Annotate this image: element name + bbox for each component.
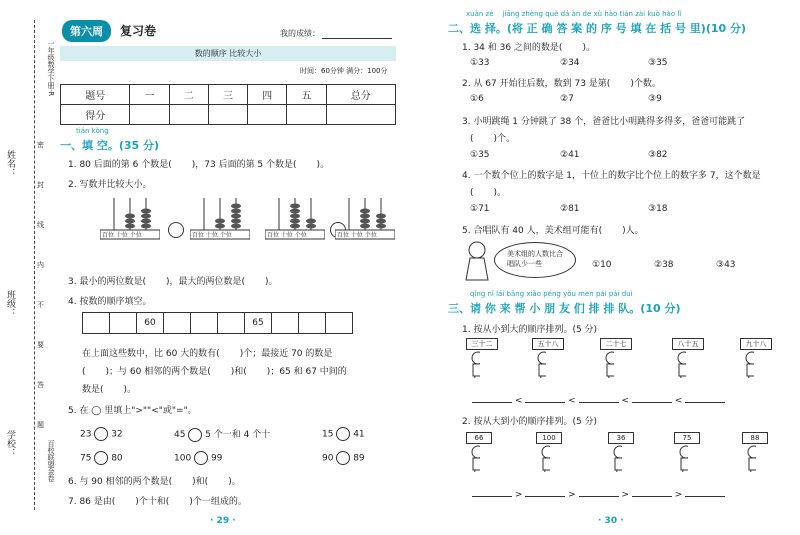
abacus-label: 百位 十位 个位 xyxy=(267,232,307,239)
queue-q2: 2. 按从大到小的顺序排列。(5 分) xyxy=(462,417,598,427)
score-label: 我的成绩： xyxy=(280,29,320,38)
compare-item: 75 80 xyxy=(80,451,123,465)
compare-circle[interactable] xyxy=(336,451,350,465)
section1-title: 一、填 空。(35 分) xyxy=(60,139,160,152)
q4-text2: ( )；与 60 相邻的两个数是( )和( )；65 和 67 中间的 xyxy=(82,367,347,377)
score-cell[interactable] xyxy=(208,105,247,125)
time-info: 时间：60分钟 满分：100分 xyxy=(300,67,388,75)
q4-text1: 在上面这些数中，比 60 大的数有( )个；最接近 70 的数是 xyxy=(82,349,333,359)
kid-with-sign: 八十五 xyxy=(672,338,704,382)
left-page xyxy=(60,0,400,535)
score-cell: 四 xyxy=(248,85,287,105)
seq-cell[interactable] xyxy=(191,313,218,334)
compare-circle[interactable] xyxy=(94,451,108,465)
seq-cell[interactable] xyxy=(110,313,137,334)
seq-cell: 60 xyxy=(137,313,164,334)
page-title: 复习卷 xyxy=(120,24,157,38)
score-cell: 题号 xyxy=(61,85,130,105)
choice-opt[interactable]: ①33 xyxy=(470,58,490,68)
abacus xyxy=(100,196,160,240)
abacus xyxy=(265,196,325,240)
kid-with-sign: 66 xyxy=(466,432,492,476)
left-margin xyxy=(0,0,58,535)
week-badge: 第六周 xyxy=(62,20,111,42)
q4-text3: 数是( )。 xyxy=(82,385,137,395)
page-number: · 30 · xyxy=(598,516,624,526)
answer-blank[interactable] xyxy=(525,402,565,403)
abacus-label: 百位 十位 个位 xyxy=(192,232,232,239)
score-line xyxy=(322,38,392,39)
choice-opt[interactable]: ③35 xyxy=(648,58,668,68)
kid-with-sign: 100 xyxy=(536,432,562,476)
compare-circle[interactable] xyxy=(194,451,208,465)
score-cell[interactable] xyxy=(130,105,169,125)
score-table xyxy=(60,84,396,125)
kid-with-sign: 三十二 xyxy=(466,338,498,382)
compare-circle[interactable] xyxy=(336,427,350,441)
kid-with-sign: 88 xyxy=(742,432,768,476)
compare-item: 45 5 个一和 4 个十 xyxy=(174,427,270,442)
answer-blank[interactable] xyxy=(472,496,512,497)
answer-blank[interactable] xyxy=(472,402,512,403)
section2-pinyin: xuǎn zé jiāng zhèng què dá àn de xù hào tián zài kuò hào lǐ xyxy=(466,10,682,18)
answer-row-ascending: < < < < xyxy=(472,396,725,406)
section1-pinyin: tián kòng xyxy=(76,127,109,135)
compare-item: 90 89 xyxy=(322,451,365,465)
answer-blank[interactable] xyxy=(632,402,672,403)
choice-q3: 3. 小明跳绳 1 分钟跳了 38 个，爸爸比小明跳得多得多，爸爸可能跳了 xyxy=(462,117,746,127)
compare-item: 100 99 xyxy=(174,451,222,465)
kid-with-sign: 75 xyxy=(674,432,700,476)
score-cell[interactable] xyxy=(169,105,208,125)
compare-circle[interactable] xyxy=(94,427,108,441)
seq-cell[interactable] xyxy=(218,313,245,334)
number-sequence xyxy=(82,312,353,334)
choice-q4-cont: ( )。 xyxy=(470,188,507,198)
choice-opt[interactable]: ②38 xyxy=(654,260,674,270)
choice-opt[interactable]: ①71 xyxy=(470,204,490,214)
name-label: 姓名： xyxy=(5,150,15,177)
choice-opt[interactable]: ①6 xyxy=(470,94,484,104)
answer-blank[interactable] xyxy=(685,402,725,403)
answer-blank[interactable] xyxy=(579,496,619,497)
choice-opt[interactable]: ③18 xyxy=(648,204,668,214)
answer-blank[interactable] xyxy=(632,496,672,497)
score-cell: 一 xyxy=(130,85,169,105)
abacus xyxy=(335,196,395,240)
section2-title: 二、选 择。(将 正 确 答 案 的 序 号 填 在 括 号 里)(10 分) xyxy=(448,22,747,35)
choice-opt[interactable]: ③9 xyxy=(648,94,662,104)
seq-cell[interactable] xyxy=(272,313,299,334)
choice-opt[interactable]: ①10 xyxy=(592,260,612,270)
abacus xyxy=(190,196,250,240)
q6: 6. 与 90 相邻的两个数是( )和( )。 xyxy=(68,477,241,487)
q3: 3. 最小的两位数是( )，最大的两位数是( )。 xyxy=(68,277,278,287)
score-cell: 得分 xyxy=(61,105,130,125)
score-cell: 总分 xyxy=(326,85,396,105)
book-publisher: 百校联盟金卷 xyxy=(47,440,55,482)
girl-illustration xyxy=(462,240,492,284)
choice-opt[interactable]: ②34 xyxy=(560,58,580,68)
kid-with-sign: 五十八 xyxy=(532,338,564,382)
subtitle-bar: 数的顺序 比较大小 xyxy=(60,46,396,61)
abacus-label: 百位 十位 个位 xyxy=(337,232,377,239)
seq-cell[interactable] xyxy=(299,313,326,334)
abacus-label: 百位 十位 个位 xyxy=(102,232,142,239)
compare-circle[interactable] xyxy=(188,428,202,442)
kid-with-sign: 36 xyxy=(608,432,634,476)
choice-q5: 5. 合唱队有 40 人，美术组可能有( )人。 xyxy=(462,226,644,236)
score-cell[interactable] xyxy=(287,105,326,125)
speech-bubble: 美术组的人数比合唱队少一些 xyxy=(494,242,576,278)
q5: 5. 在 ◯ 里填上">""<"或"="。 xyxy=(68,406,197,416)
score-cell: 五 xyxy=(287,85,326,105)
seal-chars: 密 封 线 内 不 要 答 题 xyxy=(37,141,44,429)
score-cell[interactable] xyxy=(248,105,287,125)
right-page xyxy=(448,0,798,535)
q2: 2. 写数并比较大小。 xyxy=(68,180,152,190)
choice-opt[interactable]: ②7 xyxy=(560,94,574,104)
compare-item: 15 41 xyxy=(322,427,365,441)
choice-q2: 2. 从 67 开始往后数，数到 73 是第( )个数。 xyxy=(462,79,661,89)
answer-blank[interactable] xyxy=(579,402,619,403)
answer-row-descending: > > > > xyxy=(472,490,725,500)
choice-opt[interactable]: ③82 xyxy=(648,150,668,160)
queue-q1: 1. 按从小到大的顺序排列。(5 分) xyxy=(462,325,598,335)
choice-opt[interactable]: ②41 xyxy=(560,150,580,160)
seq-cell[interactable] xyxy=(83,313,110,334)
section3-title: 三、请 你 来 帮 小 朋 友 们 排 排 队。(10 分) xyxy=(448,302,681,315)
compare-item: 23 32 xyxy=(80,427,123,441)
q1: 1. 80 后面的第 6 个数是( )，73 后面的第 5 个数是( )。 xyxy=(68,160,330,170)
seq-cell[interactable] xyxy=(326,313,353,334)
choice-q4: 4. 一个数个位上的数字是 1，十位上的数字比个位上的数字多 7，这个数是 xyxy=(462,171,761,181)
score-cell: 二 xyxy=(169,85,208,105)
school-label: 学校： xyxy=(5,430,15,457)
seq-cell[interactable] xyxy=(164,313,191,334)
page-number: · 29 · xyxy=(210,516,236,526)
seal-line xyxy=(34,20,35,510)
section3-pinyin: qǐng nǐ lái bāng xiǎo péng yǒu men pái pái duì xyxy=(470,290,633,298)
choice-q3-cont: ( )个。 xyxy=(470,134,516,144)
choice-opt[interactable]: ②81 xyxy=(560,204,580,214)
kid-with-sign: 二十七 xyxy=(600,338,632,382)
class-label: 班级： xyxy=(5,290,15,317)
answer-blank[interactable] xyxy=(685,496,725,497)
score-cell: 三 xyxy=(208,85,247,105)
q4: 4. 按数的顺序填空。 xyxy=(68,297,152,307)
q7: 7. 86 是由( )个十和( )个一组成的。 xyxy=(68,497,247,507)
seq-cell: 65 xyxy=(245,313,272,334)
choice-opt[interactable]: ③43 xyxy=(716,260,736,270)
compare-circle[interactable] xyxy=(168,222,184,238)
book-series: 一年级数学下册·R xyxy=(47,40,55,97)
score-cell[interactable] xyxy=(326,105,396,125)
choice-opt[interactable]: ①35 xyxy=(470,150,490,160)
answer-blank[interactable] xyxy=(525,496,565,497)
kid-with-sign: 九十八 xyxy=(740,338,772,382)
choice-q1: 1. 34 和 36 之间的数是( )。 xyxy=(462,43,595,53)
